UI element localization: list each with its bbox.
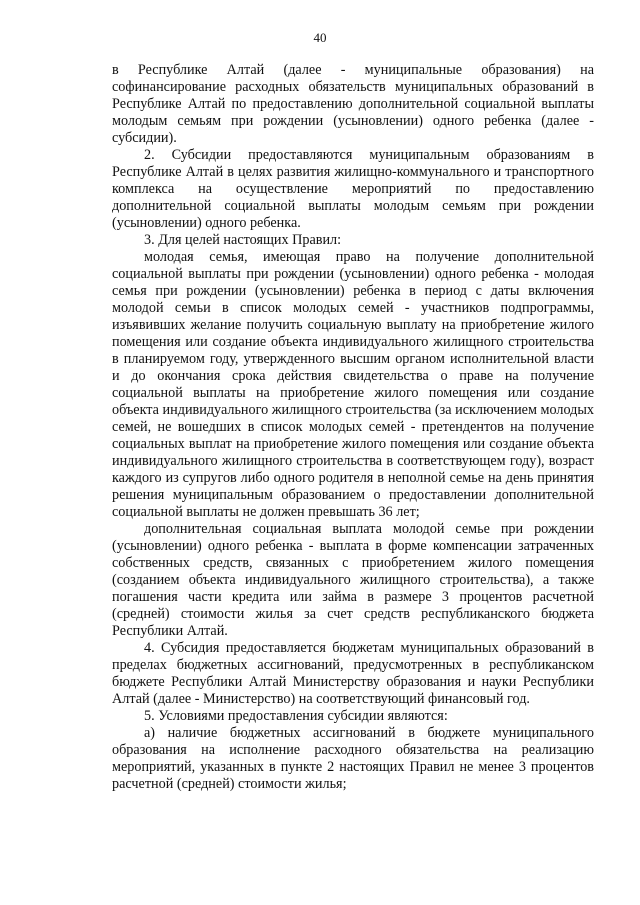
paragraph-definition-additional-payment: дополнительная социальная выплата молодой семье при рождении (усыновлении) одного ребенка - выплата в форме компенсации затраченных собственных средств, связанных с приобретением жилого помещения (созданием объекта индивидуального жилищного строительства), а также погашения части кредита или займа в размере 3 процентов расчетной (средней) стоимости жилья за счет средств республиканского бюджета Республики Алтай.	[112, 521, 594, 639]
document-body	[112, 62, 594, 793]
paragraph-continuation: в Республике Алтай (далее - муниципальные образования) на софинансирование расходных обязательств муниципальных образований в Республике Алтай по предоставлению дополнительной социальной выплаты молодым семьям при рождении (усыновлении) одного ребенка (далее - субсидии).	[112, 62, 594, 146]
paragraph-item-3: 3. Для целей настоящих Правил:	[144, 232, 342, 248]
paragraph-item-5a: а) наличие бюджетных ассигнований в бюджете муниципального образования на исполнение расходного обязательства на реализацию мероприятий, указанных в пункте 2 настоящих Правил не менее 3 процентов расчетной (средней) стоимости жилья;	[112, 725, 594, 792]
paragraph-item-4: 4. Субсидия предоставляется бюджетам муниципальных образований в пределах бюджетных ассигнований, предусмотренных в республиканском бюджете Республики Алтай Министерству образования и науки Республики Алтай (далее - Министерство) на соответствующий финансовый год.	[112, 640, 594, 707]
paragraph-item-2: 2. Субсидии предоставляются муниципальным образованиям в Республике Алтай в целях развития жилищно-коммунального и транспортного комплекса на осуществление мероприятий по предоставлению дополнительной социальной выплаты молодым семьям при рождении (усыновлении) одного ребенка.	[112, 147, 594, 231]
page-number: 40	[313, 30, 327, 45]
paragraph-definition-young-family: молодая семья, имеющая право на получение дополнительной социальной выплаты при рождении (усыновлении) одного ребенка - молодая семья при рождении (усыновлении) ребенка в период с даты включения молодой семьи в список молодых семей - участников подпрограммы, изъявивших желание получить социальную выплату на приобретение жилого помещения или создание объекта индивидуального жилищного строительства в планируемом году, утвержденного высшим органом исполнительной власти и до окончания срока действия свидетельства о праве на получение социальной выплаты на приобретение жилого помещения или создание объекта индивидуального жилищного строительства (за исключением молодых семей, не вошедших в список молодых семей - претендентов на получение социальных выплат на приобретение жилого помещения или создание объекта индивидуального жилищного строительства в соответствующем году), возраст каждого из супругов либо одного родителя в неполной семье на день принятия решения муниципальным образованием о предоставлении дополнительной социальной выплаты не должен превышать 36 лет;	[112, 249, 594, 520]
paragraph-item-5: 5. Условиями предоставления субсидии являются:	[144, 708, 448, 724]
